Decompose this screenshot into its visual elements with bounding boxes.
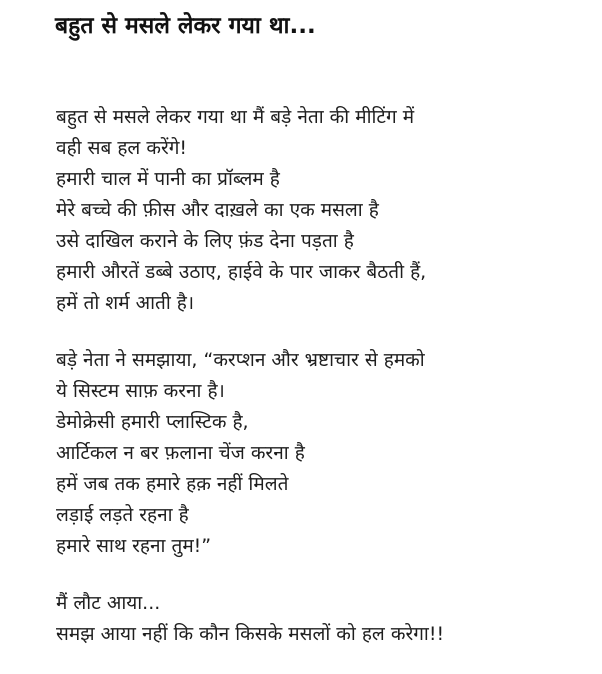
poem-line: ये सिस्टम साफ़ करना है। xyxy=(56,380,225,402)
poem-line: उसे दाखिल कराने के लिए फ़ंड देना पड़ता है xyxy=(56,230,354,252)
poem-line: हमारे साथ रहना तुम!” xyxy=(56,535,212,557)
poem-line: बड़े नेता ने समझाया, “करप्शन और भ्रष्टाचार से हमको xyxy=(56,349,425,371)
poem-line: हमारी चाल में पानी का प्रॉब्लम है xyxy=(56,168,280,190)
poem-title: बहुत से मसले लेकर गया था... xyxy=(55,13,316,39)
poem-line: समझ आया नहीं कि कौन किसके मसलों को हल करेगा!! xyxy=(56,623,445,645)
poem-line: वही सब हल करेंगे! xyxy=(56,137,188,159)
poem-line: मैं लौट आया... xyxy=(56,592,161,614)
poem-line: बहुत से मसले लेकर गया था मैं बड़े नेता की मीटिंग में xyxy=(56,106,415,128)
stanza-1 xyxy=(56,102,426,319)
poem-line: हमें जब तक हमारे हक़ नहीं मिलते xyxy=(56,473,289,495)
poem-line: लड़ाई लड़ते रहना है xyxy=(56,504,189,526)
stanza-2 xyxy=(56,345,425,562)
poem-line: मेरे बच्चे की फ़ीस और दाख़ले का एक मसला है xyxy=(56,199,379,221)
poem-line: हमारी औरतें डब्बे उठाए, हाईवे के पार जाकर बैठती हैं, xyxy=(56,261,427,283)
poem-line: डेमोक्रेसी हमारी प्लास्टिक है, xyxy=(56,411,249,433)
poem-line: हमें तो शर्म आती है। xyxy=(56,292,195,314)
poem-line: आर्टिकल न बर फ़लाना चेंज करना है xyxy=(56,442,305,464)
stanza-3 xyxy=(56,588,444,650)
